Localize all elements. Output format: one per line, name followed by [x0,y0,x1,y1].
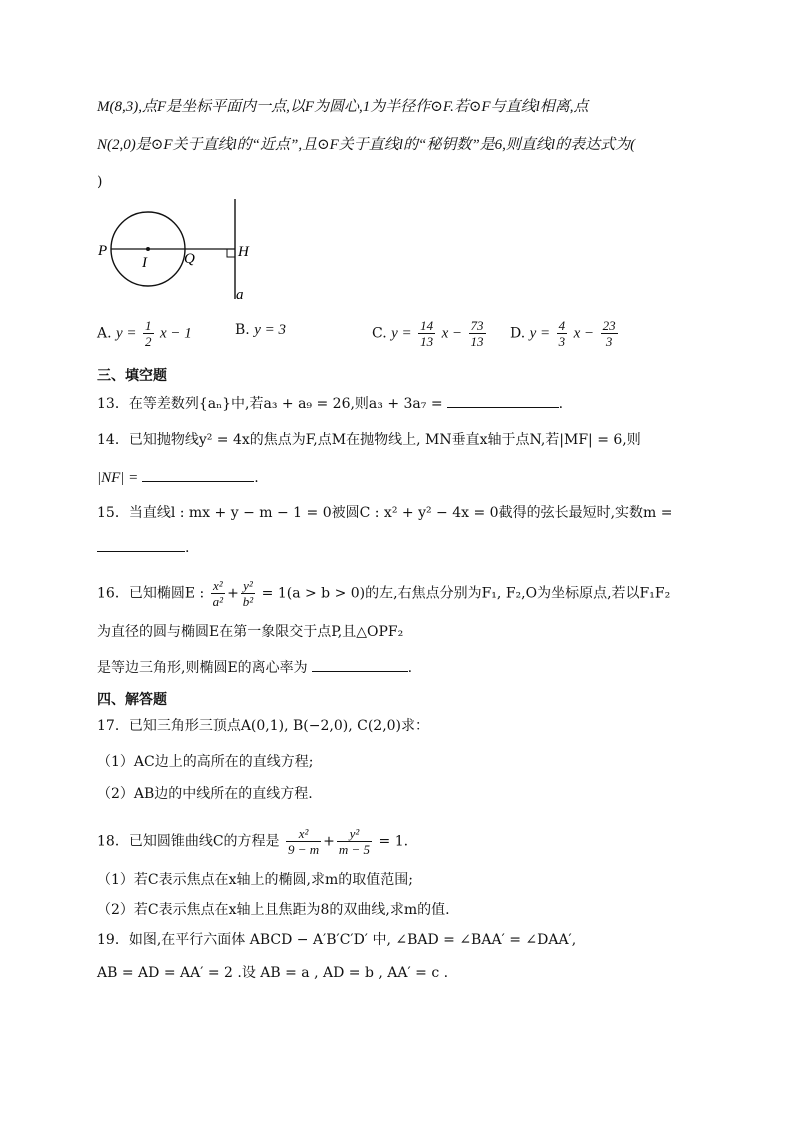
label-a: a [236,287,244,303]
section-4-heading: 四、解答题 [97,692,167,708]
center-dot [146,247,150,251]
q19-line-1: 19．如图,在平行六面体 ABCD − A′B′C′D′ 中, ∠BAD = ∠BAA′ = ∠DAA′, [97,932,577,948]
section-3-heading: 三、填空题 [97,368,167,384]
q16-line-2: 为直径的圆与椭圆E在第一象限交于点P,且△OPF₂ [97,624,404,640]
option-A[interactable]: A. y = $\frac{1}{2}$ x − 1 [97,318,192,349]
q17-part-2: （2）AB边的中线所在的直线方程. [97,786,313,802]
q16-line-3: 是等边三角形,则椭圆E的离心率为 . [97,657,412,678]
option-D[interactable]: D. y = $\frac{4}{3}$ x − $\frac{23}{3}$ [510,318,616,349]
q18-stem: 18．已知圆锥曲线C的方程是 $\frac{\text{x²}}{9 - m}$ + $\frac{\text{y²}}{m - 5}$ = 1. [97,826,409,857]
right-angle-mark [227,249,235,257]
label-H: H [238,244,249,260]
option-C[interactable]: C. y = $\frac{14}{13}$ x − $\frac{73}{13}$ [372,318,484,349]
q13-answer-blank[interactable] [447,393,559,408]
q18-part-2: （2）若C表示焦点在x轴上且焦距为8的双曲线,求m的值. [97,902,450,918]
q14-line-1: 14．已知抛物线y² = 4x的焦点为F,点M在抛物线上, MN垂直x轴于点N,若|MF| = 6,则 [97,432,641,448]
q15-answer-blank[interactable] [97,537,185,552]
q13: 13．在等差数列{aₙ}中,若a₃ + a₉ = 26,则a₃ + 3a₇ = . [97,393,563,414]
q12-line-2: N(2,0)是⊙F关于直线l的“近点”,且⊙F关于直线l的“秘钥数”是6,则直线l的表达式为( [97,137,636,153]
q15-line-1: 15．当直线l : mx + y − m − 1 = 0被圆C : x² + y² − 4x = 0截得的弦长最短时,实数m = [97,505,673,521]
option-B[interactable]: B. y = 3 [235,322,286,338]
q18-part-1: （1）若C表示焦点在x轴上的椭圆,求m的取值范围; [97,872,413,888]
q12-line-1: M(8,3),点F是坐标平面内一点,以F为圆心,1为半径作⊙F.若⊙F与直线l相离,点 [97,99,589,115]
q14-line-2: |NF| = . [97,467,259,488]
q17-part-1: （1）AC边上的高所在的直线方程; [97,754,314,770]
q12-figure [90,195,270,307]
q16-line-1: 16．已知椭圆E : $\frac{\text{x²}}{\text{a²}}$ + $\frac{\text{y²}}{\text{b²}}$ = 1(a > b > 0)的左,右焦点分别为F₁, F₂,O为坐标原点,若以F₁F₂ [97,578,671,609]
q15-line-2: . [97,537,189,558]
label-I: I [142,255,147,271]
label-P: P [98,243,108,259]
q12-line-3: ) [97,174,103,190]
label-Q: Q [184,251,195,267]
q17-stem: 17．已知三角形三顶点A(0,1), B(−2,0), C(2,0)求： [97,718,430,734]
q14-answer-blank[interactable] [142,467,254,482]
q16-answer-blank[interactable] [312,657,408,672]
q19-line-2: AB = AD = AA′ = 2 .设 AB = a , AD = b , AA′ = c . [97,965,449,981]
